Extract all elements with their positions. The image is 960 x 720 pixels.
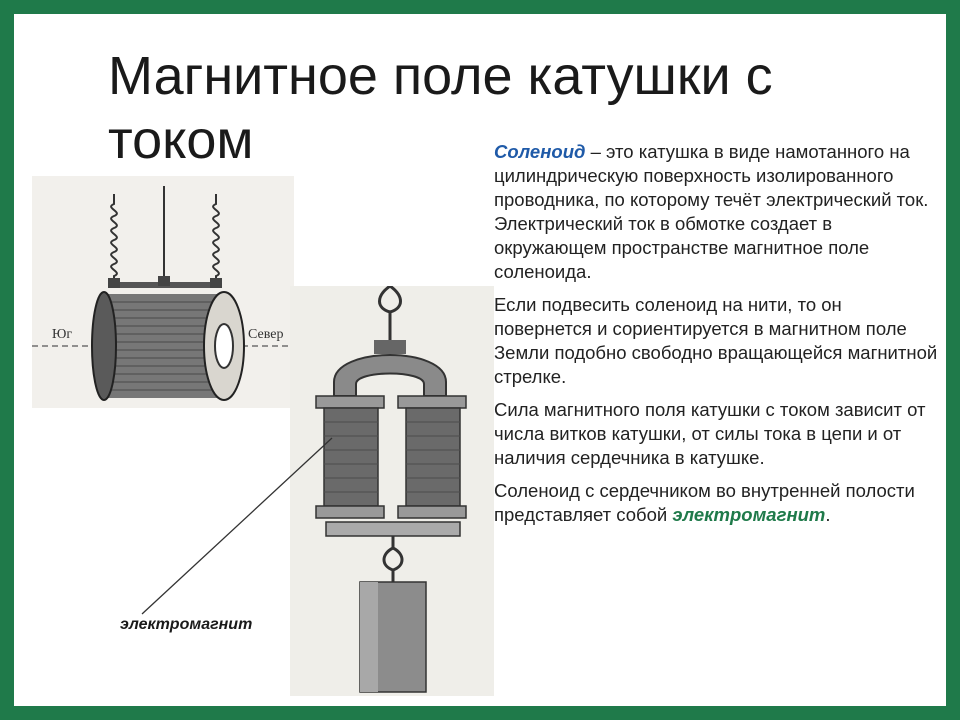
electromagnet-illustration — [290, 286, 494, 696]
slide-title: Магнитное поле катушки с током — [108, 46, 773, 170]
paragraph-4-text: Соленоид с сердечником во внутренней полости представляет собой — [494, 480, 915, 525]
description-text — [494, 140, 942, 536]
south-label: Юг — [52, 327, 73, 342]
term-electromagnet: электромагнит — [672, 504, 826, 525]
paragraph-solenoid-definition — [494, 140, 942, 284]
paragraph-1-text: – это катушка в виде намотанного на цилиндрическую поверхность изолированного проводника, по которому течёт электрический ток. Электрический ток в обмотке создает в окружающем пространстве магнитное поле соленоида. — [494, 141, 929, 282]
paragraph-4-end: . — [825, 504, 831, 525]
paragraph-suspension: Если подвесить соленоид на нити, то он повернется и сориентируется в магнитном поле Земли подобно свободно вращающейся магнитной стрелке. — [494, 294, 938, 387]
electromagnet-label: электромагнит — [120, 616, 253, 633]
paragraph-electromagnet — [494, 479, 942, 527]
north-label: Север — [248, 327, 284, 342]
slide — [14, 14, 946, 706]
solenoid-suspended-illustration — [32, 176, 294, 408]
paragraph-field-strength: Сила магнитного поля катушки с током зависит от числа витков катушки, от силы тока в цепи и от наличия сердечника в катушке. — [494, 399, 926, 468]
term-solenoid: Соленоид — [494, 141, 586, 162]
